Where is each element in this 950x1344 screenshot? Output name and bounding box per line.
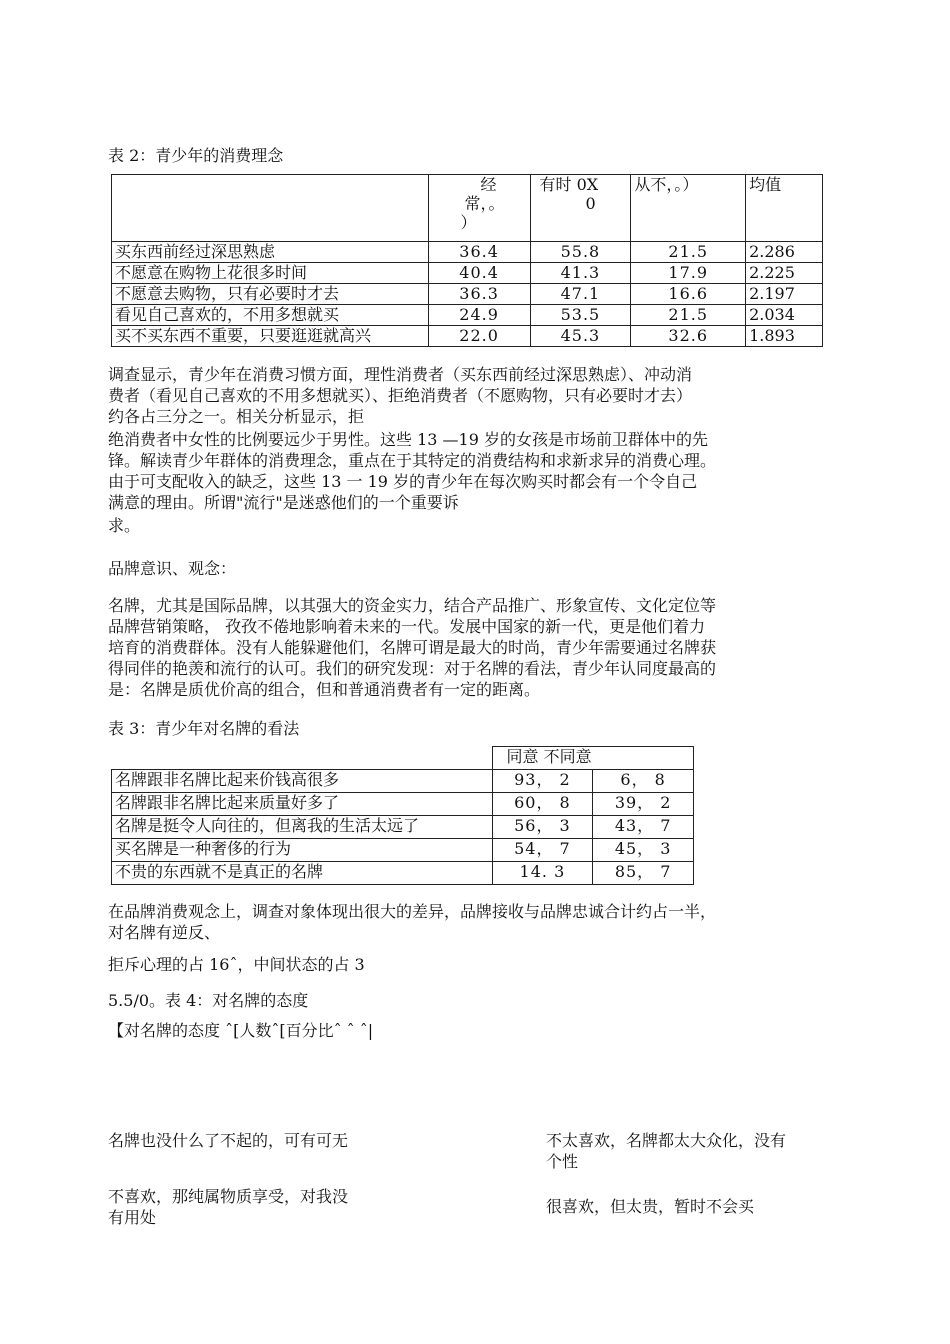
table3-row (112, 839, 694, 862)
table3-disagree: 85， 7 (593, 862, 694, 885)
table2-cell: 21.5 (631, 305, 746, 326)
table3-agree: 93， 2 (492, 770, 593, 793)
table2-row-label: 看见自己喜欢的，不用多想就买 (112, 305, 429, 326)
table2-row (112, 305, 823, 326)
table2-row (112, 263, 823, 284)
table2-cell: 36.4 (428, 242, 530, 263)
table2-cell: 41.3 (530, 263, 631, 284)
attitude-item: 名牌也没什么了不起的，可有可无 (108, 1131, 349, 1150)
table2-cell: 16.6 (631, 284, 746, 305)
table2-cell: 1.893 (746, 326, 823, 347)
para5: 5.5/0。表 4：对名牌的态度 (108, 991, 309, 1010)
table3-agree: 60， 8 (492, 793, 593, 816)
table3-disagree: 43， 7 (593, 816, 694, 839)
table2-header-sometimes (530, 175, 631, 242)
attitude-item-line: 不喜欢，那纯属物质享受，对我没 (108, 1187, 349, 1206)
table2-cell: 40.4 (428, 263, 530, 284)
attitude-item-line: 有用处 (108, 1208, 157, 1227)
table2-header-row (112, 175, 823, 242)
para3-line: 在品牌消费观念上，调查对象体现出很大的差异，品牌接收与品牌忠诚合计约占一半， (108, 902, 717, 921)
para1-line: 满意的理由。所谓"流行"是迷惑他们的一个重要诉 (108, 493, 459, 512)
para1-line: 由于可支配收入的缺乏，这些 13 一 19 岁的青少年在每次购买时都会有一个令自己 (108, 472, 698, 491)
table3-disagree: 45， 3 (593, 839, 694, 862)
table2-cell: 2.197 (746, 284, 823, 305)
table2-cell: 45.3 (530, 326, 631, 347)
table2-cell: 32.6 (631, 326, 746, 347)
table4-header: 【对名牌的态度 ˆ[人数ˆ[百分比ˆ ˆ ˆ| (108, 1021, 374, 1040)
table2-header-empty (112, 175, 429, 242)
table2-header-mean: 均值 (746, 175, 823, 242)
para1-line: 绝消费者中女性的比例要远少于男性。这些 13 —19 岁的女孩是市场前卫群体中的先 (108, 430, 708, 449)
table2-row (112, 326, 823, 347)
para1-line: 求。 (108, 516, 141, 535)
para3-line: 对名牌有逆反、 (108, 923, 221, 942)
table2-row-label: 买东西前经过深思熟虑 (112, 242, 429, 263)
table2-header-never: 从不，。） (631, 175, 746, 242)
table3-row (112, 770, 694, 793)
para2-line: 品牌营销策略， 孜孜不倦地影响着未来的一代。发展中国家的新一代，更是他们着力 (108, 617, 706, 636)
table2-header-sometimes-line2: 0 (585, 194, 596, 213)
para4: 拒斥心理的占 16ˆ，中间状态的占 3 (108, 955, 365, 974)
table2-cell: 2.286 (746, 242, 823, 263)
table3-header-row (112, 747, 694, 770)
table3-row-label: 买名牌是一种奢侈的行为 (112, 839, 493, 862)
table2-row (112, 242, 823, 263)
para1-line: 费者（看见自己喜欢的不用多想就买）、拒绝消费者（不愿购物，只有必要时才去） (108, 386, 693, 405)
table2-cell: 22.0 (428, 326, 530, 347)
table3-agree: 56， 3 (492, 816, 593, 839)
attitude-item: 很喜欢，但太贵，暂时不会买 (546, 1197, 755, 1216)
table2-row-label: 不愿意去购物，只有必要时才去 (112, 284, 429, 305)
table2-cell: 2.225 (746, 263, 823, 284)
table2-row-label: 不愿意在购物上花很多时间 (112, 263, 429, 284)
table2-header-often-line2: 常，。 (464, 194, 505, 213)
table3-row (112, 793, 694, 816)
table3-row (112, 816, 694, 839)
table3-header-empty (112, 747, 493, 770)
attitude-item-line: 个性 (546, 1152, 579, 1171)
table2-header-often-line1: 经 (480, 175, 497, 194)
para1-line: 调查显示，青少年在消费习惯方面，理性消费者（买东西前经过深思熟虑）、冲动消 (108, 365, 693, 384)
attitude-item-line: 不太喜欢，名牌都太大众化，没有 (546, 1131, 787, 1150)
table3-row-label: 名牌是挺令人向往的，但离我的生活太远了 (112, 816, 493, 839)
table2-row-label: 买不买东西不重要，只要逛逛就高兴 (112, 326, 429, 347)
table3-row-label: 名牌跟非名牌比起来质量好多了 (112, 793, 493, 816)
table2-cell: 24.9 (428, 305, 530, 326)
para1-line: 锋。解读青少年群体的消费理念，重点在于其特定的消费结构和求新求异的消费心理。 (108, 451, 717, 470)
table2-cell: 21.5 (631, 242, 746, 263)
para2-line: 得同伴的艳羡和流行的认可。我们的研究发现：对于名牌的看法，青少年认同度最高的 (108, 659, 717, 678)
table2-row (112, 284, 823, 305)
table3-row (112, 862, 694, 885)
table2-cell: 36.3 (428, 284, 530, 305)
table2-cell: 53.5 (530, 305, 631, 326)
table2-caption: 表 2：青少年的消费理念 (108, 146, 284, 165)
brand-heading: 品牌意识、观念： (108, 559, 237, 578)
table2-cell: 17.9 (631, 263, 746, 284)
table2-header-sometimes-line1: 有时 0X (539, 175, 599, 194)
table3-disagree: 39， 2 (593, 793, 694, 816)
table3-row-label: 名牌跟非名牌比起来价钱高很多 (112, 770, 493, 793)
table3-header: 同意 不同意 (492, 747, 693, 770)
table3-row-label: 不贵的东西就不是真正的名牌 (112, 862, 493, 885)
table2-header-often (428, 175, 530, 242)
table2-header-often-line3: ） (460, 213, 477, 232)
table3-agree: 54， 7 (492, 839, 593, 862)
para1-line: 约各占三分之一。相关分析显示，拒 (108, 407, 365, 426)
table2-cell: 55.8 (530, 242, 631, 263)
para2-line: 名牌，尤其是国际品牌，以其强大的资金实力，结合产品推广、形象宣传、文化定位等 (108, 596, 717, 615)
table2 (111, 174, 823, 347)
para2-line: 是：名牌是质优价高的组合，但和普通消费者有一定的距离。 (108, 680, 541, 699)
table3-caption: 表 3：青少年对名牌的看法 (108, 719, 300, 738)
table3-agree: 14. 3 (492, 862, 593, 885)
table3 (111, 746, 694, 885)
table2-cell: 47.1 (530, 284, 631, 305)
table2-cell: 2.034 (746, 305, 823, 326)
table3-disagree: 6， 8 (593, 770, 694, 793)
para2-line: 培育的消费群体。没有人能躲避他们，名牌可谓是最大的时尚，青少年需要通过名牌获 (108, 638, 717, 657)
